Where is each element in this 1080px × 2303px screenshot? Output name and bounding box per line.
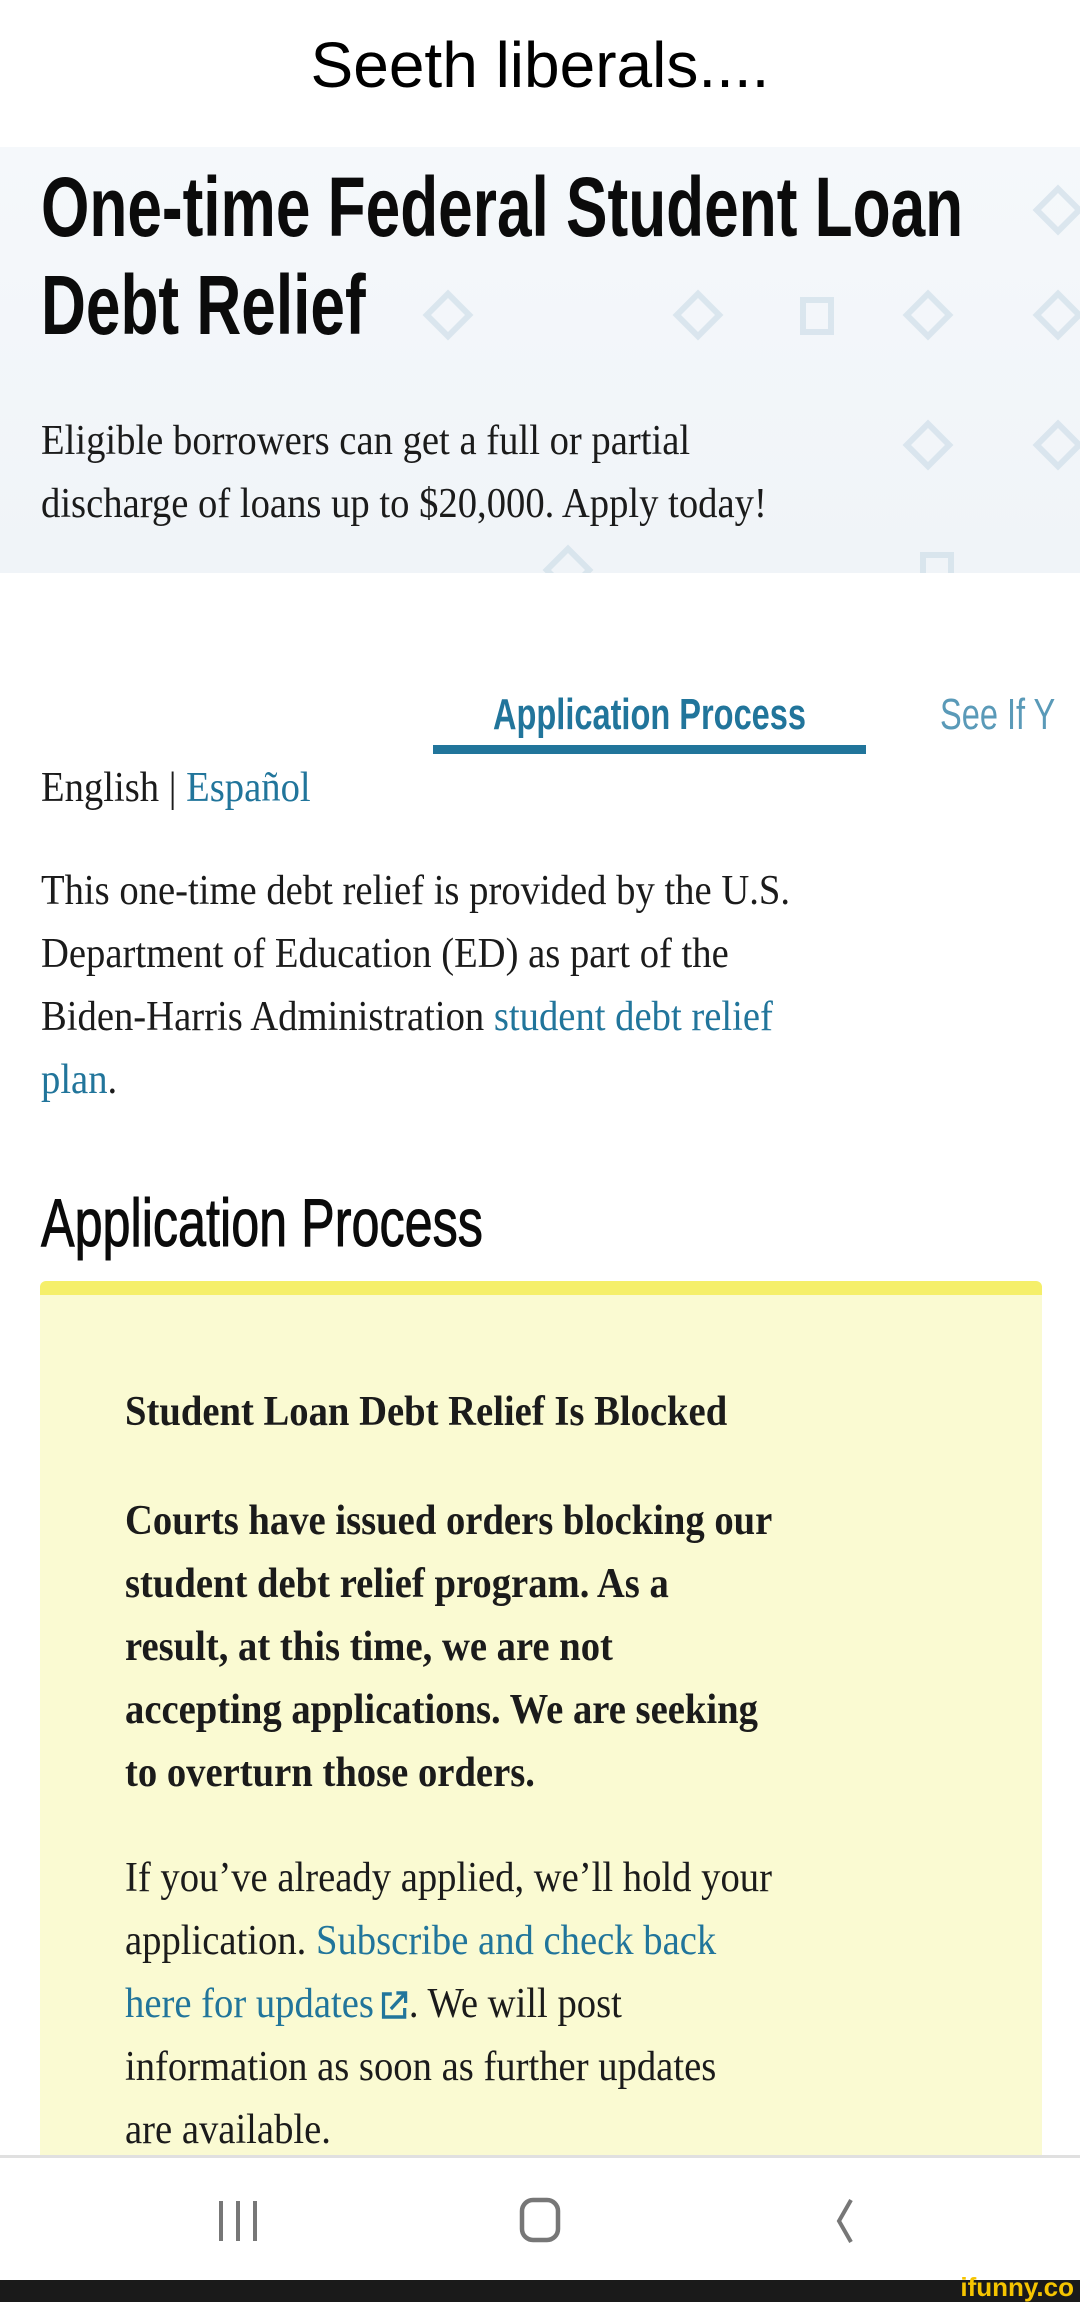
page-title	[41, 158, 1080, 354]
subscribe-link[interactable]: Subscribe and check back	[316, 1918, 717, 1964]
alert-bold-text	[125, 1490, 772, 1805]
external-link-icon[interactable]	[379, 1977, 408, 2009]
recent-apps-icon[interactable]	[208, 2196, 268, 2246]
tab-application-process[interactable]	[433, 690, 866, 740]
language-english: English	[41, 765, 160, 811]
intro-line: Department of Education (ED) as part of the	[41, 931, 729, 977]
alert-bold-line: student debt relief program. As a	[125, 1561, 669, 1607]
meme-caption: Seeth liberals....	[310, 29, 770, 101]
intro-paragraph	[41, 860, 790, 1112]
language-separator: |	[168, 765, 177, 811]
alert-heading: Student Loan Debt Relief Is Blocked	[125, 1389, 728, 1435]
alert-line: are available.	[125, 2107, 331, 2153]
intro-period: .	[107, 1057, 118, 1103]
diamond-pattern-icon	[1033, 420, 1080, 471]
alert-line: If you’ve already applied, we’ll hold your	[125, 1855, 773, 1901]
alert-line: information as soon as further updates	[125, 2044, 717, 2090]
tab-label: See If Y	[940, 690, 1056, 739]
section-heading-text: Application Process	[41, 1185, 483, 1261]
language-switcher	[41, 760, 311, 816]
language-espanol-link[interactable]: Español	[186, 765, 311, 811]
title-line: One-time Federal Student Loan	[41, 160, 964, 254]
alert-bold-line: accepting applications. We are seeking	[125, 1687, 758, 1733]
title-line: Debt Relief	[41, 258, 366, 352]
active-tab-indicator	[433, 745, 866, 754]
subscribe-link[interactable]: here for updates	[125, 1981, 374, 2027]
intro-line: This one-time debt relief is provided by the U.S.	[41, 868, 791, 914]
back-icon[interactable]	[815, 2196, 875, 2246]
ifunny-watermark: ifunny.co	[960, 2272, 1074, 2302]
tab-see-if-you-qualify[interactable]	[940, 690, 1080, 740]
alert-bold-line: to overturn those orders.	[125, 1750, 535, 1796]
hero-subtitle	[41, 410, 767, 536]
subtitle-line: discharge of loans up to $20,000. Apply today!	[41, 481, 767, 527]
android-nav-bar	[0, 2155, 1080, 2283]
alert-paragraph	[125, 1847, 772, 2162]
intro-line: Biden-Harris Administration	[41, 994, 494, 1040]
home-icon[interactable]	[510, 2196, 570, 2246]
watermark-bar	[0, 2272, 1080, 2302]
section-heading	[41, 1185, 638, 1261]
alert-line: application.	[125, 1918, 317, 1964]
diamond-pattern-icon	[543, 545, 594, 573]
student-debt-relief-plan-link[interactable]: student debt relief	[493, 994, 773, 1040]
alert-bold-line: result, at this time, we are not	[125, 1624, 613, 1670]
alert-bold-line: Courts have issued orders blocking our	[125, 1498, 773, 1544]
subtitle-line: Eligible borrowers can get a full or partial	[41, 418, 691, 464]
tab-label: Application Process	[492, 690, 807, 739]
diamond-pattern-icon	[903, 420, 954, 471]
student-debt-relief-plan-link[interactable]: plan	[41, 1057, 108, 1103]
alert-line: . We will post	[408, 1981, 622, 2027]
square-pattern-icon	[920, 552, 954, 573]
